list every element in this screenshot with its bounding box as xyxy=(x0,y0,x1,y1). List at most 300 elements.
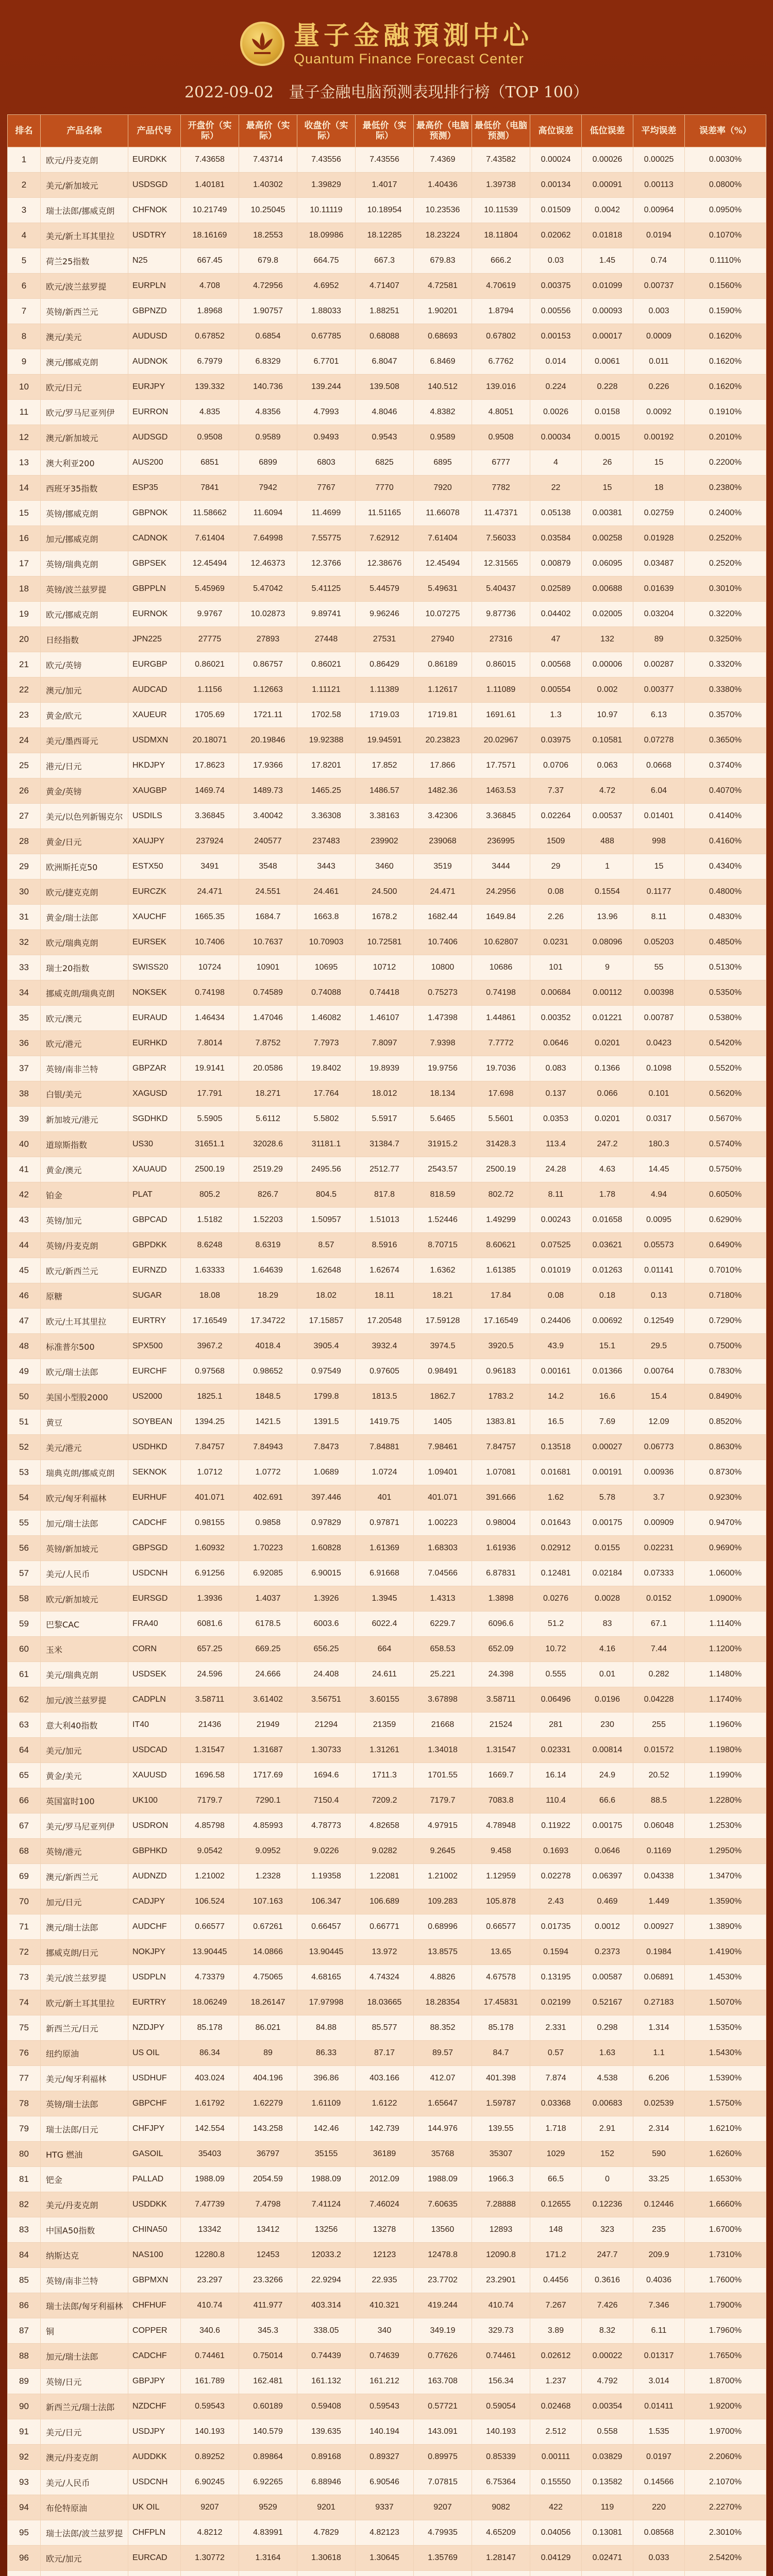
high-price-cell: 1.4037 xyxy=(239,1586,297,1612)
product-code-cell: SUGAR xyxy=(128,1283,181,1309)
low-price-cell: 1.4017 xyxy=(356,173,414,198)
rank-cell: 67 xyxy=(8,1814,41,1839)
high-price-cell: 20.19846 xyxy=(239,728,297,753)
rank-cell: 51 xyxy=(8,1410,41,1435)
error-rate-cell: 0.3740% xyxy=(685,753,766,778)
error-rate-cell: 1.3890% xyxy=(685,1914,766,1940)
high-price-cell: 1.0772 xyxy=(239,1460,297,1485)
rank-cell: 10 xyxy=(8,375,41,400)
predicted-high-cell: 12.45494 xyxy=(414,551,472,577)
low-error-cell: 15.1 xyxy=(582,1334,633,1359)
high-error-cell: 1.237 xyxy=(530,2369,582,2394)
open-price-cell: 4.85798 xyxy=(181,1814,239,1839)
table-row xyxy=(8,854,766,879)
high-error-cell: 0.13195 xyxy=(530,1965,582,1990)
avg-error-cell: 0.06891 xyxy=(633,1965,685,1990)
high-error-cell: 0.0706 xyxy=(530,753,582,778)
low-price-cell: 7.84881 xyxy=(356,1435,414,1460)
predicted-high-cell: 7.4369 xyxy=(414,147,472,173)
close-price-cell: 139.635 xyxy=(297,2419,356,2445)
predicted-high-cell: 818.59 xyxy=(414,1182,472,1208)
open-price-cell: 1.21002 xyxy=(181,1864,239,1889)
table-row xyxy=(8,652,766,677)
high-price-cell: 1.2328 xyxy=(239,1864,297,1889)
product-name-cell: 挪威克朗/瑞典克朗 xyxy=(41,980,128,1006)
high-price-cell: 4.85993 xyxy=(239,1814,297,1839)
error-rate-cell: 0.5130% xyxy=(685,955,766,980)
error-rate-cell: 0.3220% xyxy=(685,602,766,627)
brand-row xyxy=(0,15,773,72)
rank-cell: 59 xyxy=(8,1612,41,1637)
high-price-cell: 17.9366 xyxy=(239,753,297,778)
predicted-high-cell: 10.23536 xyxy=(414,198,472,223)
high-error-cell: 2.26 xyxy=(530,905,582,930)
error-rate-cell: 0.1620% xyxy=(685,375,766,400)
high-price-cell: 107.163 xyxy=(239,1889,297,1914)
predicted-high-cell: 0.68996 xyxy=(414,1914,472,1940)
error-rate-cell: 0.4800% xyxy=(685,879,766,905)
avg-error-cell: 0.1098 xyxy=(633,1056,685,1081)
table-row xyxy=(8,324,766,349)
low-error-cell: 0.00022 xyxy=(582,2344,633,2369)
avg-error-cell: 0.27183 xyxy=(633,1990,685,2015)
error-rate-cell: 0.0800% xyxy=(685,173,766,198)
product-code-cell: EURCHF xyxy=(128,1359,181,1384)
high-error-cell: 0.12481 xyxy=(530,1561,582,1586)
product-name-cell: 新西兰元/日元 xyxy=(41,2015,128,2041)
predicted-low-cell: 1.59787 xyxy=(472,2091,530,2116)
low-error-cell: 0.0155 xyxy=(582,1536,633,1561)
rank-cell: 14 xyxy=(8,476,41,501)
rank-cell: 94 xyxy=(8,2495,41,2520)
predicted-high-cell: 9.2645 xyxy=(414,1839,472,1864)
close-price-cell: 27448 xyxy=(297,627,356,652)
close-price-cell: 4.78773 xyxy=(297,1814,356,1839)
close-price-cell: 1.62648 xyxy=(297,1258,356,1283)
table-row xyxy=(8,1839,766,1864)
high-price-cell: 14.0866 xyxy=(239,1940,297,1965)
rank-cell: 25 xyxy=(8,753,41,778)
high-error-cell: 14.2 xyxy=(530,1384,582,1410)
product-code-cell: US2000 xyxy=(128,1384,181,1410)
table-row xyxy=(8,930,766,955)
close-price-cell: 21294 xyxy=(297,1713,356,1738)
low-error-cell: 0.03621 xyxy=(582,1233,633,1258)
close-price-cell: 10.70903 xyxy=(297,930,356,955)
rank-cell: 24 xyxy=(8,728,41,753)
product-code-cell: EURAUD xyxy=(128,1006,181,1031)
predicted-high-cell: 401.071 xyxy=(414,1485,472,1511)
close-price-cell: 7.43556 xyxy=(297,147,356,173)
product-code-cell: CHFHUF xyxy=(128,2293,181,2318)
table-row xyxy=(8,829,766,854)
high-error-cell: 0.00568 xyxy=(530,652,582,677)
rank-cell: 4 xyxy=(8,223,41,248)
high-price-cell: 1.47046 xyxy=(239,1006,297,1031)
product-name-cell: 中国A50指数 xyxy=(41,2217,128,2243)
low-error-cell: 230 xyxy=(582,1713,633,1738)
avg-error-cell: 15.4 xyxy=(633,1384,685,1410)
table-row xyxy=(8,1410,766,1435)
avg-error-cell: 3.7 xyxy=(633,1485,685,1511)
high-price-cell: 20.0586 xyxy=(239,1056,297,1081)
avg-error-cell: 0.0668 xyxy=(633,753,685,778)
predicted-low-cell: 12090.8 xyxy=(472,2243,530,2268)
product-code-cell: CADPLN xyxy=(128,1687,181,1713)
open-price-cell: 1665.35 xyxy=(181,905,239,930)
high-error-cell: 10.72 xyxy=(530,1637,582,1662)
low-price-cell: 4.82658 xyxy=(356,1814,414,1839)
avg-error-cell: 0.0197 xyxy=(633,2445,685,2470)
error-rate-cell: 1.1990% xyxy=(685,1763,766,1788)
table-row xyxy=(8,627,766,652)
close-price-cell: 139.244 xyxy=(297,375,356,400)
low-price-cell: 0.86429 xyxy=(356,652,414,677)
product-name-cell: 美元/日元 xyxy=(41,2419,128,2445)
table-row xyxy=(8,2243,766,2268)
product-code-cell: ESTX50 xyxy=(128,854,181,879)
predicted-high-cell: 1.90201 xyxy=(414,299,472,324)
product-name-cell: 澳元/新西兰元 xyxy=(41,1864,128,1889)
low-price-cell: 340 xyxy=(356,2318,414,2344)
table-row xyxy=(8,400,766,425)
predicted-low-cell: 7.56033 xyxy=(472,526,530,551)
low-error-cell: 0.558 xyxy=(582,2419,633,2445)
product-name-cell: 欧元/捷克克朗 xyxy=(41,879,128,905)
table-row xyxy=(8,1384,766,1410)
open-price-cell: 85.178 xyxy=(181,2015,239,2041)
rank-cell: 74 xyxy=(8,1990,41,2015)
product-code-cell: USDPLN xyxy=(128,1965,181,1990)
column-header: 误差率（%） xyxy=(685,115,766,147)
close-price-cell: 237483 xyxy=(297,829,356,854)
open-price-cell: 410.74 xyxy=(181,2293,239,2318)
rank-cell: 34 xyxy=(8,980,41,1006)
avg-error-cell: 0.01141 xyxy=(633,1258,685,1283)
avg-error-cell: 998 xyxy=(633,829,685,854)
predicted-low-cell: 11.47371 xyxy=(472,501,530,526)
high-error-cell: 0.03975 xyxy=(530,728,582,753)
product-code-cell: NOKJPY xyxy=(128,1940,181,1965)
avg-error-cell: 209.9 xyxy=(633,2243,685,2268)
high-error-cell: 8.11 xyxy=(530,1182,582,1208)
predicted-low-cell: 410.74 xyxy=(472,2293,530,2318)
high-price-cell: 18.271 xyxy=(239,1081,297,1107)
product-code-cell: USDTRY xyxy=(128,223,181,248)
high-error-cell: 0.02062 xyxy=(530,223,582,248)
avg-error-cell: 12.09 xyxy=(633,1410,685,1435)
predicted-low-cell: 31428.3 xyxy=(472,1132,530,1157)
rank-cell: 21 xyxy=(8,652,41,677)
close-price-cell: 7.8473 xyxy=(297,1435,356,1460)
product-code-cell: AUDCHF xyxy=(128,1914,181,1940)
close-price-cell: 1799.8 xyxy=(297,1384,356,1410)
predicted-low-cell: 9.87736 xyxy=(472,602,530,627)
high-price-cell: 162.481 xyxy=(239,2369,297,2394)
close-price-cell: 35155 xyxy=(297,2142,356,2167)
table-row xyxy=(8,274,766,299)
product-code-cell: UK OIL xyxy=(128,2495,181,2520)
product-code-cell: USDDKK xyxy=(128,2192,181,2217)
open-price-cell: 20.18071 xyxy=(181,728,239,753)
high-price-cell xyxy=(239,2571,297,2576)
predicted-high-cell: 1482.36 xyxy=(414,778,472,804)
predicted-high-cell: 89.57 xyxy=(414,2041,472,2066)
low-error-cell: 0.00354 xyxy=(582,2394,633,2419)
rank-cell: 33 xyxy=(8,955,41,980)
low-price-cell: 140.194 xyxy=(356,2419,414,2445)
low-error-cell: 0.298 xyxy=(582,2015,633,2041)
error-rate-cell: 1.5750% xyxy=(685,2091,766,2116)
predicted-high-cell: 4.8826 xyxy=(414,1965,472,1990)
predicted-low-cell: 7.7772 xyxy=(472,1031,530,1056)
product-name-cell: 美元/加元 xyxy=(41,1738,128,1763)
predicted-high-cell: 24.471 xyxy=(414,879,472,905)
open-price-cell: 4.8212 xyxy=(181,2520,239,2546)
high-price-cell: 13412 xyxy=(239,2217,297,2243)
predicted-high-cell: 0.57721 xyxy=(414,2394,472,2419)
open-price-cell: 31651.1 xyxy=(181,1132,239,1157)
predicted-high-cell: 0.68693 xyxy=(414,324,472,349)
close-price-cell: 3443 xyxy=(297,854,356,879)
low-price-cell: 24.611 xyxy=(356,1662,414,1687)
low-error-cell: 0.0201 xyxy=(582,1107,633,1132)
open-price-cell: 6.90245 xyxy=(181,2470,239,2495)
predicted-high-cell: 3.67898 xyxy=(414,1687,472,1713)
avg-error-cell: 0.0194 xyxy=(633,223,685,248)
product-name-cell: 欧元/日元 xyxy=(41,375,128,400)
error-rate-cell: 1.6660% xyxy=(685,2192,766,2217)
predicted-low-cell: 17.84 xyxy=(472,1283,530,1309)
high-price-cell: 4.72956 xyxy=(239,274,297,299)
product-code-cell: USDMXN xyxy=(128,728,181,753)
open-price-cell: 0.89252 xyxy=(181,2445,239,2470)
open-price-cell: 9207 xyxy=(181,2495,239,2520)
high-error-cell: 0.00684 xyxy=(530,980,582,1006)
open-price-cell: 8.6248 xyxy=(181,1233,239,1258)
product-code-cell: GBPDKK xyxy=(128,1233,181,1258)
high-price-cell: 0.86757 xyxy=(239,652,297,677)
rank-cell: 22 xyxy=(8,677,41,703)
predicted-low-cell: 236995 xyxy=(472,829,530,854)
high-error-cell: 7.874 xyxy=(530,2066,582,2091)
table-row xyxy=(8,1107,766,1132)
rank-cell: 79 xyxy=(8,2116,41,2142)
product-name-cell: 欧元/土耳其里拉 xyxy=(41,1309,128,1334)
high-error-cell: 0.03 xyxy=(530,248,582,274)
open-price-cell: 3.58711 xyxy=(181,1687,239,1713)
low-price-cell: 19.94591 xyxy=(356,728,414,753)
high-error-cell: 0.08 xyxy=(530,1283,582,1309)
product-name-cell: 澳元/挪威克朗 xyxy=(41,349,128,375)
low-error-cell: 0 xyxy=(582,2167,633,2192)
low-price-cell: 19.8939 xyxy=(356,1056,414,1081)
product-name-cell: 美元/港元 xyxy=(41,1435,128,1460)
low-error-cell: 0.00091 xyxy=(582,173,633,198)
high-error-cell: 0.01735 xyxy=(530,1914,582,1940)
low-error-cell: 26 xyxy=(582,450,633,476)
lotus-logo-icon xyxy=(240,22,284,66)
predicted-low-cell: 6.75364 xyxy=(472,2470,530,2495)
table-row xyxy=(8,2293,766,2318)
error-rate-cell xyxy=(685,2571,766,2576)
close-price-cell: 12.3766 xyxy=(297,551,356,577)
table-row xyxy=(8,349,766,375)
predicted-low-cell: 18.11804 xyxy=(472,223,530,248)
predicted-high-cell: 109.283 xyxy=(414,1889,472,1914)
close-price-cell: 1.3926 xyxy=(297,1586,356,1612)
close-price-cell: 1.19358 xyxy=(297,1864,356,1889)
table-row xyxy=(8,1132,766,1157)
low-price-cell: 142.739 xyxy=(356,2116,414,2142)
product-code-cell: AUDCAD xyxy=(128,677,181,703)
avg-error-cell: 0.00398 xyxy=(633,980,685,1006)
product-code-cell: CADJPY xyxy=(128,1889,181,1914)
predicted-high-cell: 6895 xyxy=(414,450,472,476)
low-price-cell: 0.97605 xyxy=(356,1359,414,1384)
predicted-high-cell: 7.61404 xyxy=(414,526,472,551)
error-rate-cell: 0.7500% xyxy=(685,1334,766,1359)
high-error-cell: 0.4456 xyxy=(530,2268,582,2293)
table-row xyxy=(8,1233,766,1258)
low-price-cell: 8.5916 xyxy=(356,1233,414,1258)
open-price-cell: 0.97568 xyxy=(181,1359,239,1384)
table-row xyxy=(8,2066,766,2091)
predicted-low-cell: 35307 xyxy=(472,2142,530,2167)
predicted-low-cell: 329.73 xyxy=(472,2318,530,2344)
low-error-cell: 0.066 xyxy=(582,1081,633,1107)
high-error-cell: 0.04056 xyxy=(530,2520,582,2546)
table-row xyxy=(8,2142,766,2167)
error-rate-cell: 1.1740% xyxy=(685,1687,766,1713)
low-error-cell: 0.0028 xyxy=(582,1586,633,1612)
error-rate-cell: 0.5750% xyxy=(685,1157,766,1182)
low-error-cell: 0.2373 xyxy=(582,1940,633,1965)
product-name-cell: 英镑/新西兰元 xyxy=(41,299,128,324)
rank-cell: 49 xyxy=(8,1359,41,1384)
predicted-low-cell: 17.16549 xyxy=(472,1309,530,1334)
product-code-cell: EURCZK xyxy=(128,879,181,905)
open-price-cell: 6.7979 xyxy=(181,349,239,375)
low-error-cell: 1.63 xyxy=(582,2041,633,2066)
close-price-cell: 1.46082 xyxy=(297,1006,356,1031)
table-row xyxy=(8,2571,766,2576)
predicted-low-cell: 140.193 xyxy=(472,2419,530,2445)
low-price-cell: 7209.2 xyxy=(356,1788,414,1814)
high-price-cell: 7.43714 xyxy=(239,147,297,173)
product-code-cell: FRA40 xyxy=(128,1612,181,1637)
low-error-cell: 0.52167 xyxy=(582,1990,633,2015)
error-rate-cell: 2.2270% xyxy=(685,2495,766,2520)
close-price-cell: 11.4699 xyxy=(297,501,356,526)
product-name-cell: 美元/罗马尼亚列伊 xyxy=(41,1814,128,1839)
open-price-cell: 6851 xyxy=(181,450,239,476)
product-name-cell: 瑞士法郎/波兰兹罗提 xyxy=(41,2520,128,2546)
rank-cell: 92 xyxy=(8,2445,41,2470)
column-header: 开盘价（实际） xyxy=(181,115,239,147)
open-price-cell: 7.84757 xyxy=(181,1435,239,1460)
predicted-low-cell: 12893 xyxy=(472,2217,530,2243)
table-row xyxy=(8,2394,766,2419)
rank-cell: 2 xyxy=(8,173,41,198)
high-price-cell: 411.977 xyxy=(239,2293,297,2318)
error-rate-cell: 1.0600% xyxy=(685,1561,766,1586)
high-error-cell: 0.08 xyxy=(530,879,582,905)
low-error-cell: 8.32 xyxy=(582,2318,633,2344)
product-name-cell: 加元/波兰兹罗提 xyxy=(41,1687,128,1713)
predicted-low-cell: 0.9508 xyxy=(472,425,530,450)
high-price-cell: 86.021 xyxy=(239,2015,297,2041)
low-price-cell: 2012.09 xyxy=(356,2167,414,2192)
table-row xyxy=(8,602,766,627)
predicted-high-cell: 0.98491 xyxy=(414,1359,472,1384)
product-code-cell: CADCHF xyxy=(128,2344,181,2369)
low-price-cell: 9.0282 xyxy=(356,1839,414,1864)
avg-error-cell: 0.00936 xyxy=(633,1460,685,1485)
product-code-cell: XAUUSD xyxy=(128,1763,181,1788)
low-price-cell: 1.3945 xyxy=(356,1586,414,1612)
rank-cell: 6 xyxy=(8,274,41,299)
close-price-cell: 84.88 xyxy=(297,2015,356,2041)
table-row xyxy=(8,1309,766,1334)
predicted-high-cell: 3.42306 xyxy=(414,804,472,829)
rank-cell: 80 xyxy=(8,2142,41,2167)
open-price-cell: 6.91256 xyxy=(181,1561,239,1586)
avg-error-cell: 0.4036 xyxy=(633,2268,685,2293)
open-price-cell: 7.47739 xyxy=(181,2192,239,2217)
predicted-low-cell: 85.178 xyxy=(472,2015,530,2041)
predicted-low-cell: 84.7 xyxy=(472,2041,530,2066)
error-rate-cell: 1.2530% xyxy=(685,1814,766,1839)
low-error-cell: 0.469 xyxy=(582,1889,633,1914)
predicted-low-cell: 0.66577 xyxy=(472,1914,530,1940)
high-error-cell: 148 xyxy=(530,2217,582,2243)
error-rate-cell: 1.0900% xyxy=(685,1586,766,1612)
high-error-cell: 0.02912 xyxy=(530,1536,582,1561)
product-code-cell: XAUGBP xyxy=(128,778,181,804)
error-rate-cell: 0.9470% xyxy=(685,1511,766,1536)
avg-error-cell: 0.03204 xyxy=(633,602,685,627)
error-rate-cell: 1.6530% xyxy=(685,2167,766,2192)
high-price-cell: 1848.5 xyxy=(239,1384,297,1410)
product-code-cell: EURDKK xyxy=(128,147,181,173)
high-error-cell: 0.00111 xyxy=(530,2445,582,2470)
table-row xyxy=(8,1814,766,1839)
table-row xyxy=(8,2495,766,2520)
table-row xyxy=(8,2369,766,2394)
high-price-cell: 1.70223 xyxy=(239,1536,297,1561)
avg-error-cell: 6.13 xyxy=(633,703,685,728)
low-price-cell: 2512.77 xyxy=(356,1157,414,1182)
rank-cell: 95 xyxy=(8,2520,41,2546)
open-price-cell: 24.471 xyxy=(181,879,239,905)
avg-error-cell: 0.00737 xyxy=(633,274,685,299)
close-price-cell: 1.88033 xyxy=(297,299,356,324)
predicted-high-cell: 144.976 xyxy=(414,2116,472,2142)
low-price-cell: 667.3 xyxy=(356,248,414,274)
avg-error-cell: 0.00287 xyxy=(633,652,685,677)
rank-cell: 31 xyxy=(8,905,41,930)
high-price-cell: 1.64639 xyxy=(239,1258,297,1283)
predicted-high-cell: 239068 xyxy=(414,829,472,854)
rank-cell: 52 xyxy=(8,1435,41,1460)
high-error-cell: 0.0026 xyxy=(530,400,582,425)
low-price-cell: 0.89327 xyxy=(356,2445,414,2470)
rank-cell: 64 xyxy=(8,1738,41,1763)
predicted-low-cell: 4.70619 xyxy=(472,274,530,299)
open-price-cell: 1825.1 xyxy=(181,1384,239,1410)
product-code-cell: SEKNOK xyxy=(128,1460,181,1485)
